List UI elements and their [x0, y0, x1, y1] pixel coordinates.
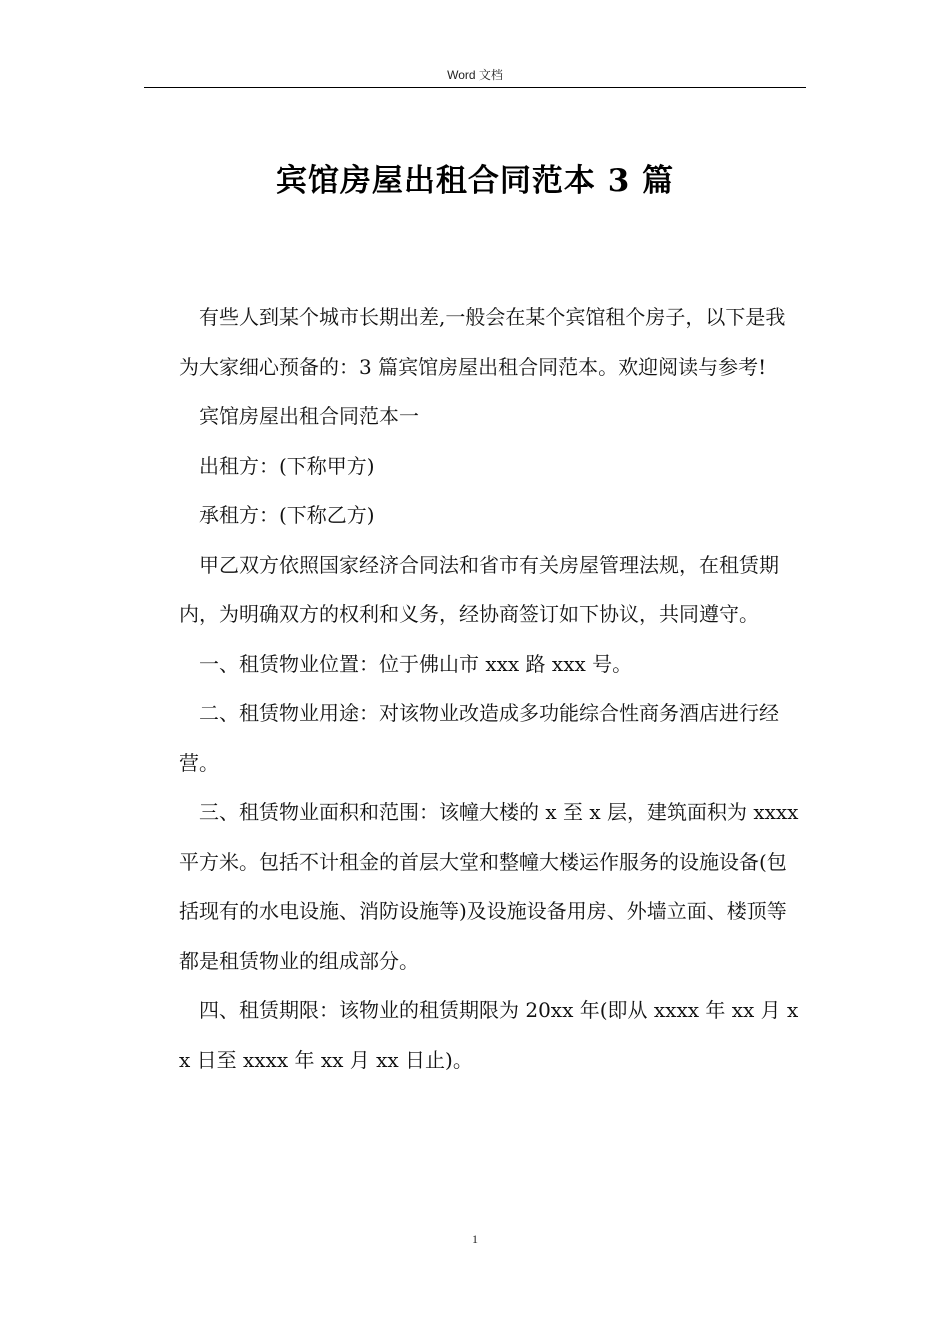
- paragraph-section-heading: 宾馆房屋出租合同范本一: [199, 404, 419, 428]
- paragraph-lessee: 承租方：(下称乙方): [199, 503, 375, 527]
- document-title: 宾馆房屋出租合同范本 3 篇: [275, 163, 675, 199]
- paragraph-clause-3: 三、租赁物业面积和范围：该幢大楼的 x 至 x 层，建筑面积为 xxxx 平方米。包括不计租金的首层大堂和整幢大楼运作服务的设施设备(包括现有的水电设施、消防设施等)及设施设备用房、外墙立面、楼顶等都是租赁物业的组成部分。: [179, 800, 799, 973]
- paragraph-agreement: 甲乙双方依照国家经济合同法和省市有关房屋管理法规，在租赁期内，为明确双方的权利和义务，经协商签订如下协议，共同遵守。: [179, 552, 779, 626]
- page-number: 1: [472, 1232, 478, 1246]
- paragraph-clause-1: 一、租赁物业位置：位于佛山市 xxx 路 xxx 号。: [199, 651, 633, 676]
- paragraph-intro: 有些人到某个城市长期出差,一般会在某个宾馆租个房子，以下是我为大家细心预备的：3 篇宾馆房屋出租合同范本。欢迎阅读与参考!: [179, 305, 786, 379]
- header-divider: [144, 87, 806, 88]
- paragraph-lessor: 出租方：(下称甲方): [199, 453, 375, 478]
- paragraph-clause-2: 二、租赁物业用途：对该物业改造成多功能综合性商务酒店进行经营。: [179, 701, 779, 775]
- paragraph-clause-4: 四、租赁期限：该物业的租赁期限为 20xx 年(即从 xxxx 年 xx 月 xx 日至 xxxx 年 xx 月 xx 日止)。: [179, 998, 799, 1072]
- document-body: [179, 293, 805, 1085]
- page-header: Word 文档: [447, 68, 503, 82]
